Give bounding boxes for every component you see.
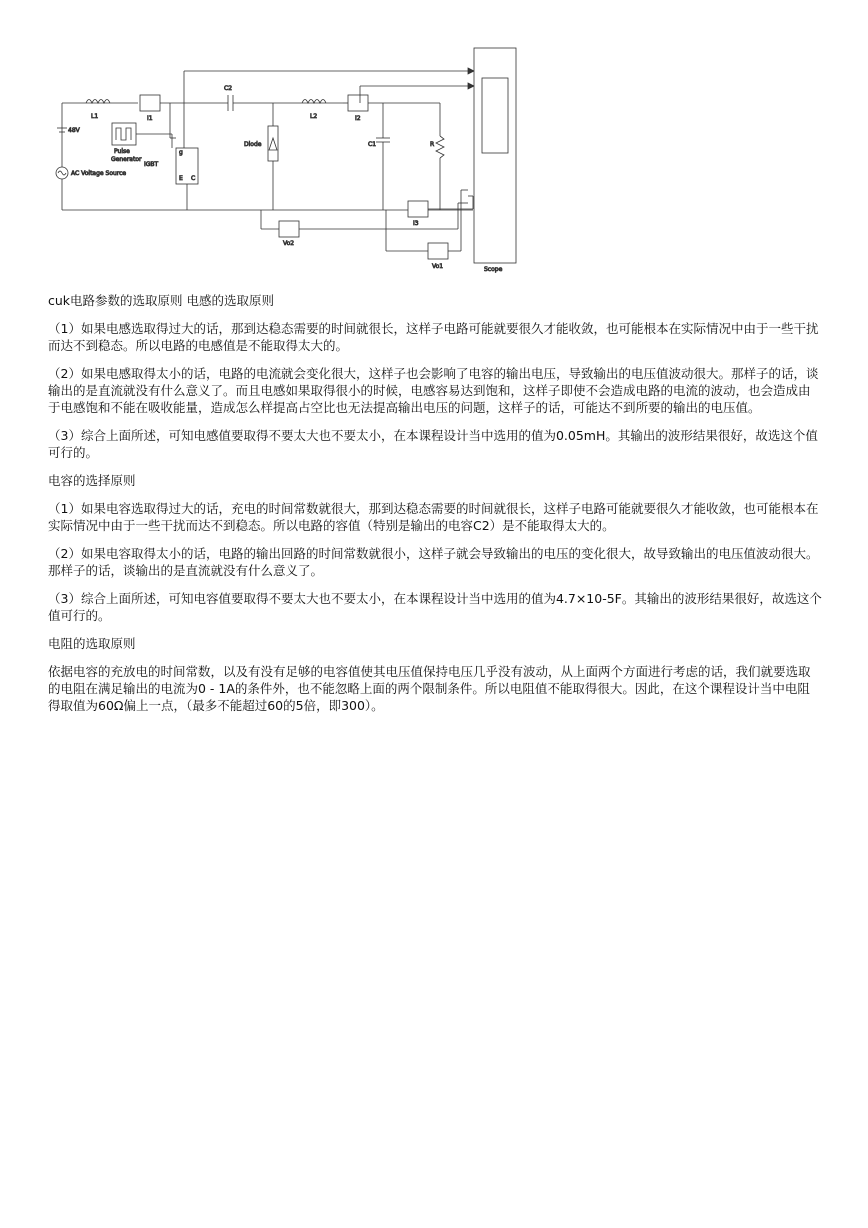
label-igbt-g: g <box>179 149 183 156</box>
label-vo2: Vo2 <box>283 240 295 247</box>
paragraph: （2）如果电感取得太小的话，电路的电流就会变化很大，这样子也会影响了电容的输出电压，导致输出的电压值波动很大。那样子的话，谈输出的是直流就没有什么意义了。而且电感如果取得很小的时候，电感容易达到饱和，这样子即使不会造成电路的电流的波动，也会造成由于电感饱和不能在吸收能量，造成怎么样提高占空比也无法提高输出电压的问题，这样子的话，可能达不到所要的输出的电压值。 <box>48 366 819 415</box>
label-i3: I3 <box>413 220 419 227</box>
label-c2: C2 <box>224 85 233 92</box>
section-heading: 电容的选择原则 <box>48 473 136 488</box>
paragraph: 依据电容的充放电的时间常数，以及有没有足够的电容值使其电压值保持电压几乎没有波动，从上面两个方面进行考虑的话，我们就要选取的电阻在满足输出的电流为0 - 1A的条件外，也不能忽略上面的两个限制条件。所以电阻值不能取得很大。因此，在这个课程设计当中电阻得取值为60Ω偏上一点，（最多不能超过60的5倍，即300）。 <box>48 664 811 713</box>
label-pulse: Pulse <box>114 148 130 155</box>
label-igbt-c: C <box>191 175 196 182</box>
label-i1: I1 <box>147 115 153 122</box>
paragraph: cuk电路参数的选取原则 电感的选取原则 <box>48 293 275 308</box>
paragraph: （1）如果电感选取得过大的话，那到达稳态需要的时间就很长，这样子电路可能就要很久才能收敛，也可能根本在实际情况中由于一些干扰而达不到稳态。所以电路的电感值是不能取得太大的。 <box>48 321 819 353</box>
article-body <box>48 292 822 725</box>
label-vo1: Vo1 <box>432 263 444 270</box>
paragraph: （3）综合上面所述，可知电感值要取得不要太大也不要太小，在本课程设计当中选用的值为0.05mH。其输出的波形结果很好，故选这个值可行的。 <box>48 428 818 460</box>
section-heading: 电阻的选取原则 <box>48 636 136 651</box>
label-ac-source: AC Voltage Source <box>71 170 127 177</box>
label-c1: C1 <box>368 141 377 148</box>
label-scope: Scope <box>484 266 503 273</box>
paragraph: （1）如果电容选取得过大的话，充电的时间常数就很大，那到达稳态需要的时间就很长，这样子电路可能就要很久才能收敛，也可能根本在实际情况中由于一些干扰而达不到稳态。所以电路的容值（特别是输出的电容C2）是不能取得太大的。 <box>48 501 819 533</box>
paragraph: （3）综合上面所述，可知电容值要取得不要太大也不要太小，在本课程设计当中选用的值为4.7×10-5F。其输出的波形结果很好，故选这个值可行的。 <box>48 591 822 623</box>
label-l2: L2 <box>310 113 318 120</box>
label-r: R <box>430 141 435 148</box>
label-generator: Generator <box>111 156 142 163</box>
circuit-schematic <box>48 38 533 284</box>
label-igbt-e: E <box>179 175 183 182</box>
label-igbt: IGBT <box>144 161 159 168</box>
cuk-circuit-diagram <box>48 38 533 284</box>
paragraph: （2）如果电容取得太小的话，电路的输出回路的时间常数就很小，这样子就会导致输出的电压的变化很大，故导致输出的电压值波动很大。那样子的话，谈输出的是直流就没有什么意义了。 <box>48 546 819 578</box>
label-l1: L1 <box>91 113 99 120</box>
label-dc-source: 48V <box>68 127 80 134</box>
label-i2: I2 <box>355 115 361 122</box>
label-diode: Diode <box>244 141 262 148</box>
